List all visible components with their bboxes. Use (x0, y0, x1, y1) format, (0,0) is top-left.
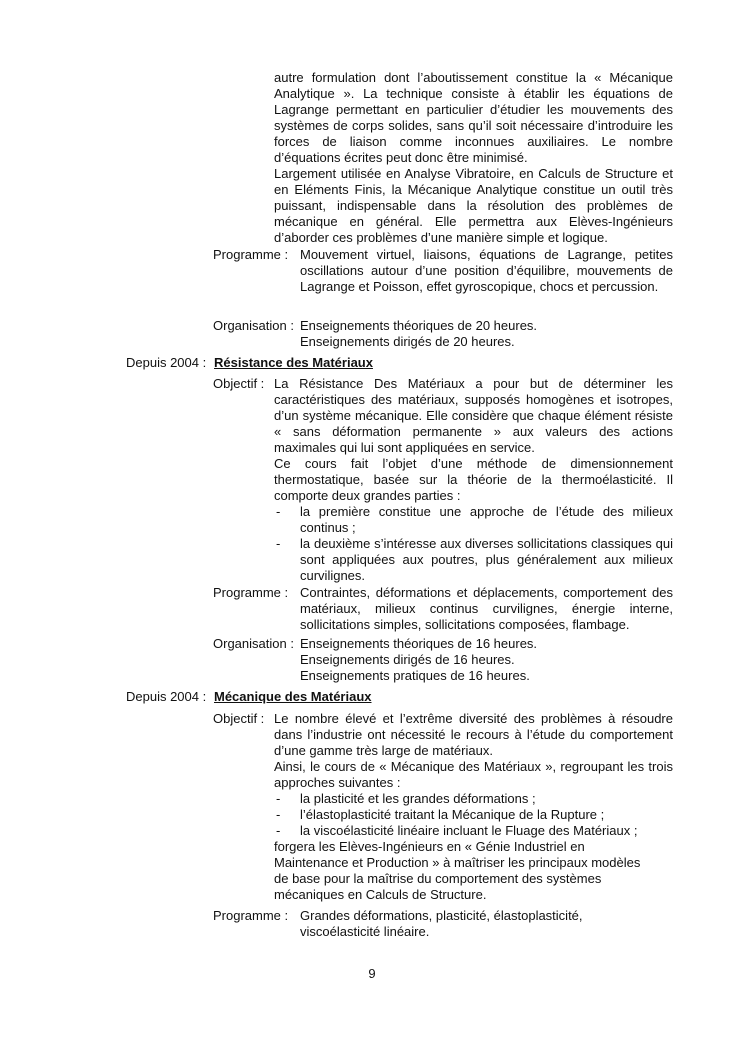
organisation-line: Enseignements dirigés de 16 heures. (300, 652, 515, 667)
programme-line: Grandes déformations, plasticité, élastoplasticité, (300, 908, 583, 923)
objective-paragraph: La Résistance Des Matériaux a pour but de déterminer les caractéristiques des matériaux, supposés homogènes et isotropes, d’un système mécanique. Elle considère que chaque élément résiste « sans déformation permanente » aux valeurs des actions maximales qui lui sont appliquées en service. (274, 376, 673, 456)
objectif-label: Objectif : (213, 711, 265, 726)
objective-paragraph: Ce cours fait l’objet d’une méthode de dimensionnement thermostatique, basée sur la théorie de la thermoélasticité. Il comporte deux grandes parties : (274, 456, 673, 504)
bullet-dash: - (276, 823, 281, 838)
bullet-item: la première constitue une approche de l’étude des milieux continus ; (300, 504, 673, 536)
page-number: 9 (368, 966, 376, 981)
bullet-item: la plasticité et les grandes déformations ; (300, 791, 536, 806)
programme-label: Programme : (213, 908, 289, 923)
programme-text: Contraintes, déformations et déplacements, comportement des matériaux, milieux continus curvilignes, énergie interne, sollicitations simples, sollicitations composées, flambage. (300, 585, 673, 633)
programme-line: viscoélasticité linéaire. (300, 924, 430, 939)
organisation-line: Enseignements théoriques de 20 heures. (300, 318, 538, 333)
programme-label: Programme : (213, 585, 289, 600)
bullet-dash: - (276, 791, 281, 806)
bullet-dash: - (276, 504, 281, 519)
organisation-label: Organisation : (213, 636, 294, 651)
objective-line: Maintenance et Production » à maîtriser les principaux modèles (274, 855, 641, 870)
organisation-label: Organisation : (213, 318, 294, 333)
objective-paragraph: autre formulation dont l’aboutissement constitue la « Mécanique Analytique ». La technique consiste à établir les équations de Lagrange permettant en particulier d’étudier les mouvements des systèmes de corps solides, sans qu’il soit nécessaire d’introduire les forces de liaison comme inconnues auxiliaires. Le nombre d’équations écrites peut donc être minimisé. (274, 70, 673, 166)
objective-line: de base pour la maîtrise du comportement des systèmes (274, 871, 602, 886)
course-date: Depuis 2004 : (126, 355, 207, 370)
course-title: Résistance des Matériaux (214, 355, 373, 370)
organisation-line: Enseignements dirigés de 20 heures. (300, 334, 515, 349)
bullet-dash: - (276, 807, 281, 822)
course-date: Depuis 2004 : (126, 689, 207, 704)
objectif-label: Objectif : (213, 376, 265, 391)
bullet-item: la viscoélasticité linéaire incluant le Fluage des Matériaux ; (300, 823, 638, 838)
organisation-line: Enseignements théoriques de 16 heures. (300, 636, 538, 651)
organisation-line: Enseignements pratiques de 16 heures. (300, 668, 530, 683)
objective-paragraph: Largement utilisée en Analyse Vibratoire, en Calculs de Structure et en Eléments Finis, la Mécanique Analytique constitue un outil très puissant, indispensable dans la résolution des problèmes de mécanique en général. Elle permettra aux Elèves-Ingénieurs d’aborder ces problèmes d’une manière simple et logique. (274, 166, 673, 246)
objective-line: mécaniques en Calculs de Structure. (274, 887, 487, 902)
course-title: Mécanique des Matériaux (214, 689, 372, 704)
bullet-item: l’élastoplasticité traitant la Mécanique de la Rupture ; (300, 807, 605, 822)
bullet-dash: - (276, 536, 281, 551)
bullet-item: la deuxième s’intéresse aux diverses sollicitations classiques qui sont appliquées aux poutres, plus généralement aux milieux curvilignes. (300, 536, 673, 584)
objective-paragraph: Ainsi, le cours de « Mécanique des Matériaux », regroupant les trois approches suivantes : (274, 759, 673, 791)
programme-label: Programme : (213, 247, 289, 262)
programme-text: Mouvement virtuel, liaisons, équations de Lagrange, petites oscillations autour d’une position d’équilibre, mouvements de Lagrange et Poisson, effet gyroscopique, chocs et percussion. (300, 247, 673, 295)
objective-paragraph: Le nombre élevé et l’extrême diversité des problèmes à résoudre dans l’industrie ont nécessité le recours à l’étude du comportement d’une gamme très large de matériaux. (274, 711, 673, 759)
objective-line: forgera les Elèves-Ingénieurs en « Génie Industriel en (274, 839, 585, 854)
